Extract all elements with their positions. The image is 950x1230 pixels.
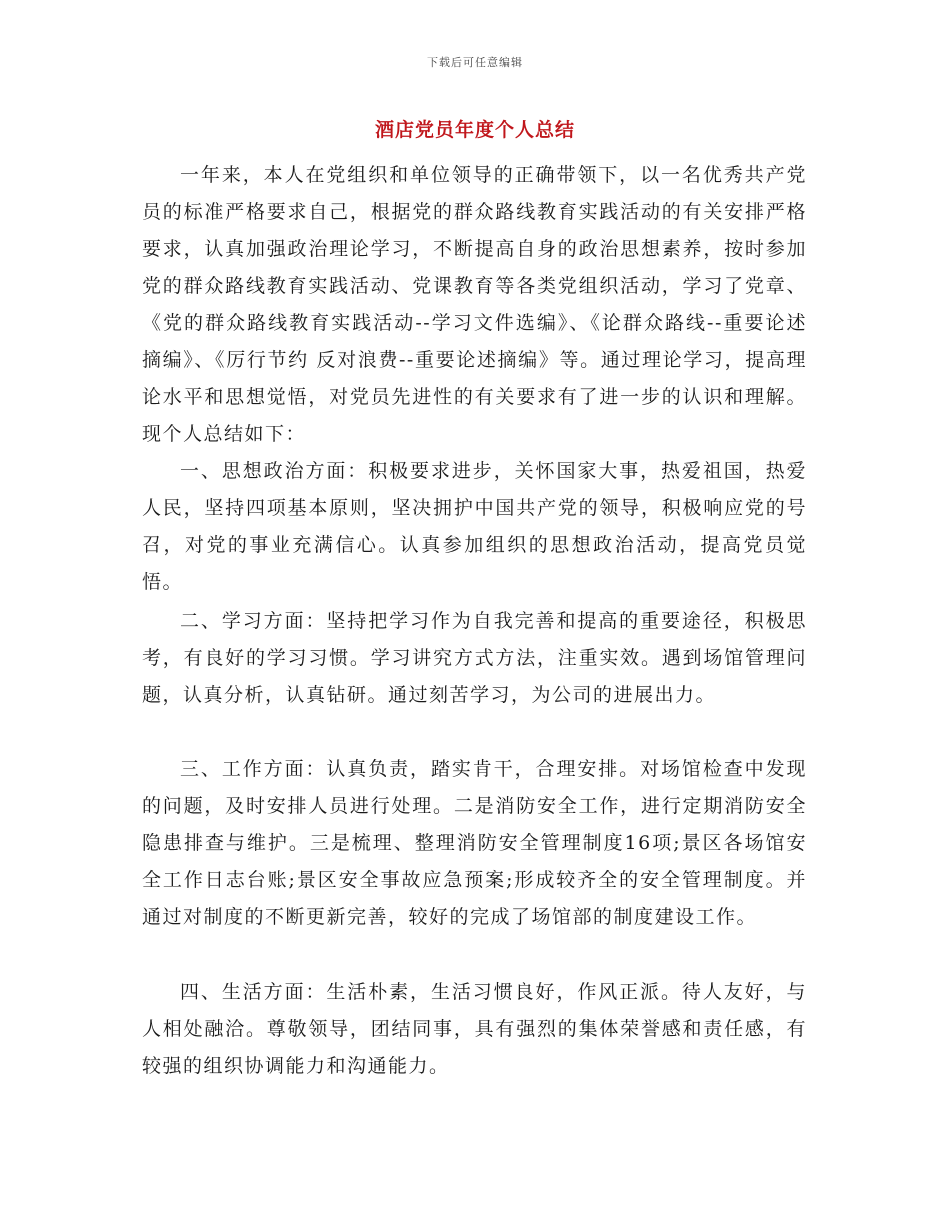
document-title: 酒店党员年度个人总结 (374, 119, 575, 141)
paragraph-work (142, 751, 807, 936)
paragraph-text: 一、思想政治方面：积极要求进步，关怀国家大事，热爱祖国，热爱人民，坚持四项基本原则，坚决拥护中国共产党的领导，积极响应党的号召，对党的事业充满信心。认真参加组织的思想政治活动，提高党员觉悟。 (142, 460, 807, 593)
paragraph-intro (142, 157, 807, 453)
paragraph-study (142, 603, 807, 714)
paragraph-ideology (142, 453, 807, 601)
paragraph-life (142, 974, 807, 1085)
page-header: 下载后可任意编辑 (427, 56, 523, 69)
paragraph-text: 三、工作方面：认真负责，踏实肯干，合理安排。对场馆检查中发现的问题，及时安排人员进行处理。二是消防安全工作，进行定期消防安全隐患排查与维护。三是梳理、整理消防安全管理制度16项;景区各场馆安全工作日志台账;景区安全事故应急预案;形成较齐全的安全管理制度。并通过对制度的不断更新完善，较好的完成了场馆部的制度建设工作。 (142, 758, 807, 928)
paragraph-text: 四、生活方面：生活朴素，生活习惯良好，作风正派。待人友好，与人相处融洽。尊敬领导，团结同事，具有强烈的集体荣誉感和责任感，有较强的组织协调能力和沟通能力。 (142, 981, 807, 1077)
paragraph-text: 二、学习方面：坚持把学习作为自我完善和提高的重要途径，积极思考，有良好的学习习惯。学习讲究方式方法，注重实效。遇到场馆管理问题，认真分析，认真钻研。通过刻苦学习，为公司的进展出力。 (142, 610, 807, 706)
paragraph-text: 一年来，本人在党组织和单位领导的正确带领下，以一名优秀共产党员的标准严格要求自己，根据党的群众路线教育实践活动的有关安排严格要求，认真加强政治理论学习，不断提高自身的政治思想素养，按时参加党的群众路线教育实践活动、党课教育等各类党组织活动，学习了党章、《党的群众路线教育实践活动--学习文件选编》、《论群众路线--重要论述摘编》、《厉行节约 反对浪费--重要论述摘编》等。通过理论学习，提高理论水平和思想觉悟，对党员先进性的有关要求有了进一步的认识和理解。现个人总结如下： (142, 164, 807, 445)
